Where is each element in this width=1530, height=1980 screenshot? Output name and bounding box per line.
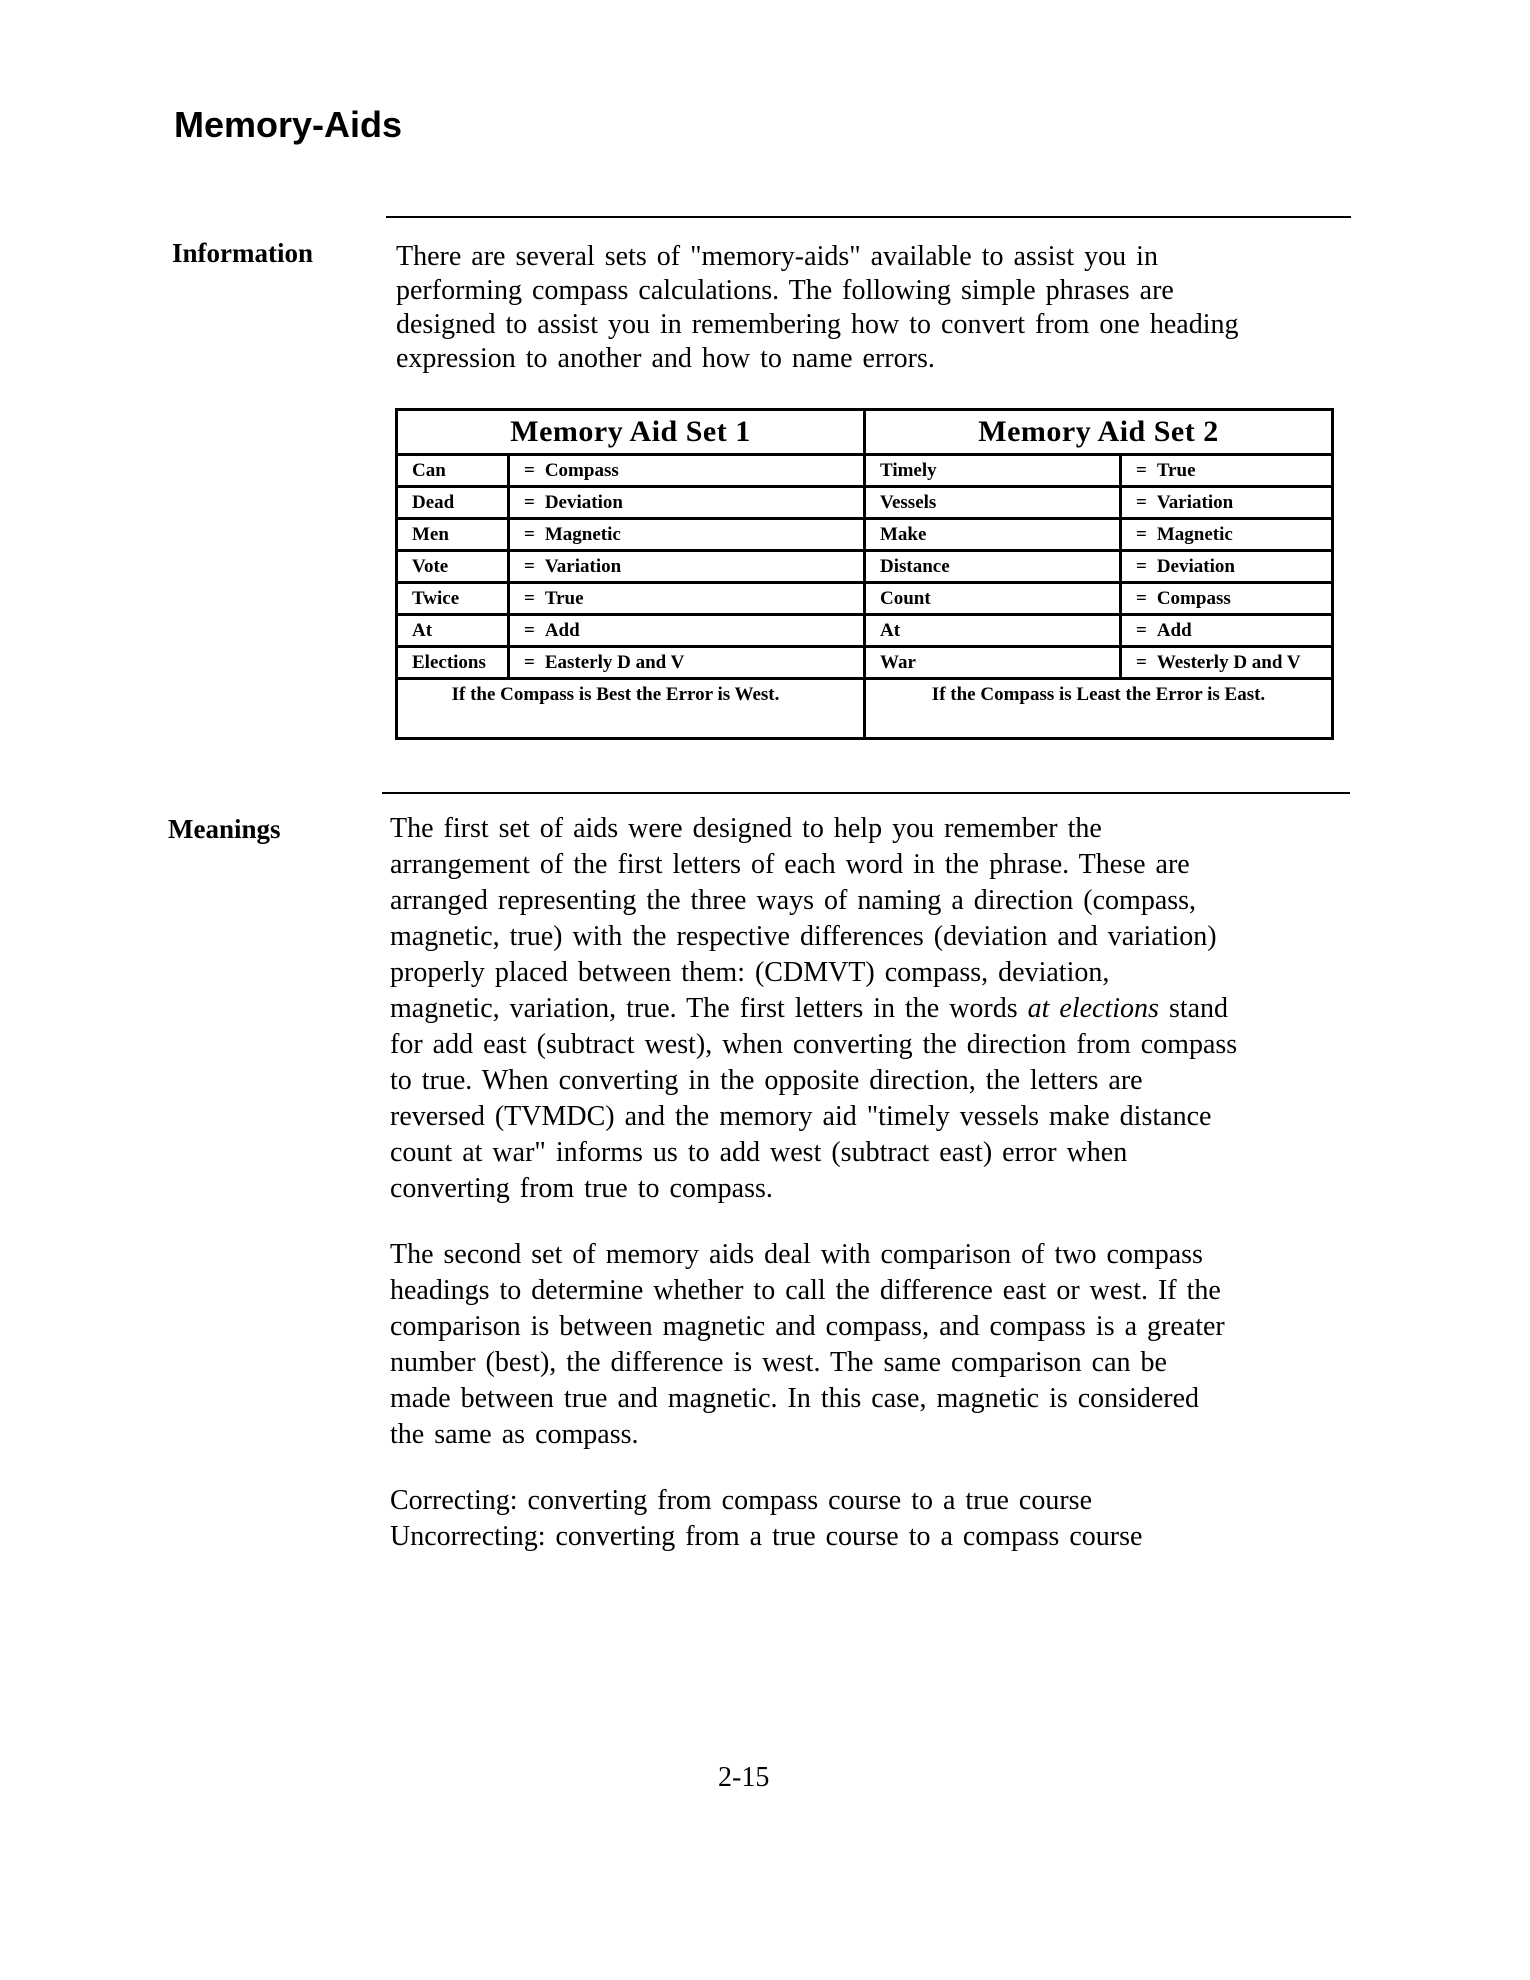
table-row — [398, 552, 863, 584]
equals-sign: = — [1136, 651, 1147, 673]
text-line: magnetic, true) with the respective differences (deviation and variation) — [390, 921, 1217, 952]
aid-meaning-cell — [1122, 552, 1235, 581]
definition-uncorrecting: Uncorrecting: converting from a true course to a compass course — [390, 1521, 1143, 1552]
text-line: There are several sets of "memory-aids" available to assist you in — [396, 241, 1158, 272]
text-line: count at war" informs us to add west (subtract east) error when — [390, 1137, 1128, 1168]
aid-meaning-cell — [1122, 520, 1233, 549]
equals-sign: = — [524, 459, 535, 481]
table-row — [866, 456, 1331, 488]
aid-word: Twice — [398, 584, 510, 613]
aid-word: Timely — [866, 456, 1122, 485]
aid-meaning-cell — [510, 648, 684, 677]
aid-word: Men — [398, 520, 510, 549]
memory-aid-rule: If the Compass is Least the Error is East. — [931, 684, 1266, 705]
equals-sign: = — [1136, 619, 1147, 641]
aid-meaning-cell — [510, 520, 621, 549]
equals-sign: = — [1136, 491, 1147, 513]
information-paragraph — [396, 240, 1326, 376]
equals-sign: = — [524, 619, 535, 641]
aid-word: Can — [398, 456, 510, 485]
memory-aid-set-1 — [398, 411, 863, 737]
equals-sign: = — [524, 587, 535, 609]
definition-correcting: Correcting: converting from compass course to a true course — [390, 1485, 1093, 1516]
aid-word: Count — [866, 584, 1122, 613]
aid-meaning: Add — [1156, 619, 1192, 641]
text-line: The second set of memory aids deal with comparison of two compass — [390, 1239, 1203, 1270]
text-line: properly placed between them: (CDMVT) compass, deviation, — [390, 957, 1110, 988]
aid-meaning: Easterly D and V — [544, 651, 685, 673]
equals-sign: = — [1136, 555, 1147, 577]
aid-meaning-cell — [510, 616, 580, 645]
text-line: designed to assist you in remembering how to convert from one heading — [396, 309, 1239, 340]
text-line: arranged representing the three ways of naming a direction (compass, — [390, 885, 1197, 916]
aid-meaning: Variation — [1156, 491, 1234, 513]
aid-word: At — [866, 616, 1122, 645]
aid-meaning: Magnetic — [544, 523, 621, 545]
equals-sign: = — [1136, 523, 1147, 545]
text-line: performing compass calculations. The following simple phrases are — [396, 275, 1174, 306]
text-line: expression to another and how to name errors. — [396, 343, 935, 374]
text-fragment: magnetic, variation, true. The first letters in the words — [390, 993, 1028, 1024]
aid-word: Make — [866, 520, 1122, 549]
aid-meaning-cell — [1122, 616, 1192, 645]
memory-aid-table — [395, 408, 1334, 740]
table-row — [398, 488, 863, 520]
text-line: the same as compass. — [390, 1419, 639, 1450]
text-line: reversed (TVMDC) and the memory aid "timely vessels make distance — [390, 1101, 1212, 1132]
equals-sign: = — [524, 555, 535, 577]
table-row — [866, 616, 1331, 648]
equals-sign: = — [524, 491, 535, 513]
definitions — [390, 1483, 1335, 1555]
equals-sign: = — [524, 523, 535, 545]
emphasis-text: at elections — [1027, 993, 1159, 1024]
aid-meaning-cell — [510, 552, 621, 581]
text-line: made between true and magnetic. In this case, magnetic is considered — [390, 1383, 1200, 1414]
aid-meaning-cell — [510, 584, 584, 613]
aid-meaning: True — [544, 587, 584, 609]
aid-meaning: Deviation — [544, 491, 623, 513]
table-row — [866, 520, 1331, 552]
table-row — [398, 456, 863, 488]
aid-meaning-cell — [1122, 456, 1196, 485]
section-divider-meanings — [382, 792, 1350, 794]
equals-sign: = — [1136, 459, 1147, 481]
memory-aid-set-title: Memory Aid Set 2 — [866, 411, 1331, 456]
aid-meaning: Deviation — [1156, 555, 1235, 577]
section-label-information: Information — [172, 238, 313, 268]
memory-aid-rule: If the Compass is Best the Error is West. — [451, 684, 780, 705]
table-row — [398, 520, 863, 552]
page-title: Memory-Aids — [174, 104, 403, 145]
aid-meaning-cell — [510, 456, 619, 485]
text-line: comparison is between magnetic and compass, and compass is a greater — [390, 1311, 1225, 1342]
aid-meaning: Variation — [544, 555, 622, 577]
aid-word: At — [398, 616, 510, 645]
text-line-with-emphasis — [390, 991, 1335, 1027]
aid-meaning: Compass — [1156, 587, 1231, 609]
aid-meaning: Magnetic — [1156, 523, 1233, 545]
aid-meaning: Westerly D and V — [1156, 651, 1301, 673]
aid-word: War — [866, 648, 1122, 677]
meanings-body — [390, 811, 1335, 1555]
aid-word: Dead — [398, 488, 510, 517]
aid-meaning: Compass — [544, 459, 619, 481]
aid-word: Elections — [398, 648, 510, 677]
aid-meaning: True — [1156, 459, 1196, 481]
text-line: to true. When converting in the opposite direction, the letters are — [390, 1065, 1143, 1096]
table-row — [866, 584, 1331, 616]
meanings-paragraph-2 — [390, 1237, 1335, 1453]
text-line: arrangement of the first letters of each word in the phrase. These are — [390, 849, 1190, 880]
table-row — [398, 616, 863, 648]
meanings-paragraph-1 — [390, 811, 1335, 1207]
page-number: 2-15 — [718, 1762, 770, 1793]
text-line: The first set of aids were designed to help you remember the — [390, 813, 1102, 844]
aid-word: Vessels — [866, 488, 1122, 517]
section-label-meanings: Meanings — [168, 814, 281, 844]
table-row — [398, 584, 863, 616]
text-line: converting from true to compass. — [390, 1173, 773, 1204]
aid-meaning-cell — [1122, 648, 1301, 677]
table-row — [866, 552, 1331, 584]
aid-meaning: Add — [544, 619, 580, 641]
aid-meaning-cell — [1122, 584, 1231, 613]
aid-word: Vote — [398, 552, 510, 581]
text-fragment: stand — [1158, 993, 1229, 1024]
table-row — [866, 488, 1331, 520]
equals-sign: = — [524, 651, 535, 673]
memory-aid-set-title: Memory Aid Set 1 — [398, 411, 863, 456]
table-row — [866, 648, 1331, 680]
equals-sign: = — [1136, 587, 1147, 609]
aid-meaning-cell — [1122, 488, 1233, 517]
section-divider-information — [386, 216, 1351, 218]
memory-aid-set-2 — [863, 411, 1331, 737]
text-line: number (best), the difference is west. The same comparison can be — [390, 1347, 1167, 1378]
aid-word: Distance — [866, 552, 1122, 581]
text-line: for add east (subtract west), when converting the direction from compass — [390, 1029, 1238, 1060]
aid-meaning-cell — [510, 488, 623, 517]
text-line: headings to determine whether to call the difference east or west. If the — [390, 1275, 1221, 1306]
table-row — [398, 648, 863, 680]
